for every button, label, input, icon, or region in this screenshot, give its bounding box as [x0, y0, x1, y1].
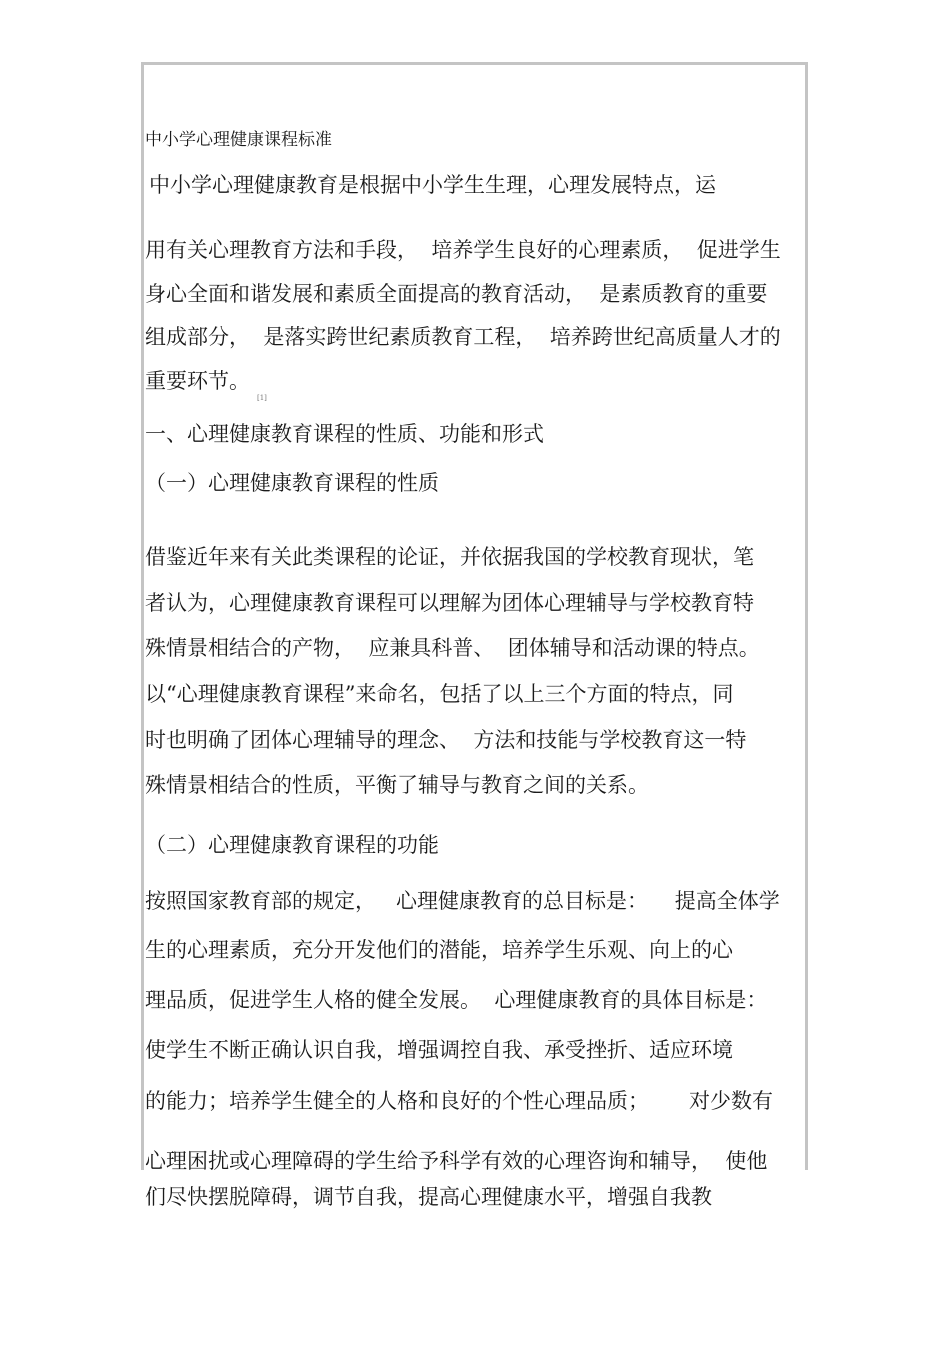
text-line: 生的心理素质，充分开发他们的潜能，培养学生乐观、向上的心 [145, 938, 733, 962]
text-line: 的能力；培养学生健全的人格和良好的个性心理品质； 对少数有 [145, 1089, 774, 1113]
text-line: 心理困扰或心理障碍的学生给予科学有效的心理咨询和辅导， 使他 [145, 1149, 768, 1173]
text-line: 使学生不断正确认识自我，增强调控自我、承受挫折、适应环境 [145, 1038, 733, 1062]
text-line: 时也明确了团体心理辅导的理念、 方法和技能与学校教育这一特 [145, 728, 747, 752]
section-heading: 一、心理健康教育课程的性质、功能和形式 [145, 422, 544, 446]
text-line: 以“心理健康教育课程”来命名，包括了以上三个方面的特点，同 [145, 682, 734, 706]
page-frame-top [141, 62, 808, 65]
text-line: 殊情景相结合的产物， 应兼具科普、 团体辅导和活动课的特点。 [145, 636, 760, 660]
text-line: 身心全面和谐发展和素质全面提高的教育活动， 是素质教育的重要 [145, 282, 768, 306]
text-line: 者认为，心理健康教育课程可以理解为团体心理辅导与学校教育特 [145, 591, 754, 615]
text-line: 中小学心理健康教育是根据中小学生生理，心理发展特点，运 [149, 173, 716, 197]
text-line: 按照国家教育部的规定， 心理健康教育的总目标是： 提高全体学 [145, 889, 780, 913]
subsection-heading: （一）心理健康教育课程的性质 [145, 471, 439, 495]
text-line: 组成部分， 是落实跨世纪素质教育工程， 培养跨世纪高质量人才的 [145, 325, 781, 349]
text-line: 理品质，促进学生人格的健全发展。 心理健康教育的具体目标是： [145, 988, 768, 1012]
text-line: 用有关心理教育方法和手段， 培养学生良好的心理素质， 促进学生 [145, 238, 781, 262]
text-line: 重要环节。 [145, 369, 250, 393]
page-frame-right [805, 62, 808, 1170]
document-title: 中小学心理健康课程标准 [145, 130, 332, 150]
text-line: 殊情景相结合的性质，平衡了辅导与教育之间的关系。 [145, 773, 649, 797]
text-line: 借鉴近年来有关此类课程的论证，并依据我国的学校教育现状，笔 [145, 545, 754, 569]
subsection-heading: （二）心理健康教育课程的功能 [145, 833, 439, 857]
page-frame-left [141, 62, 144, 1170]
footnote-reference: [1] [257, 394, 267, 402]
text-line: 们尽快摆脱障碍，调节自我，提高心理健康水平，增强自我教 [145, 1185, 712, 1209]
